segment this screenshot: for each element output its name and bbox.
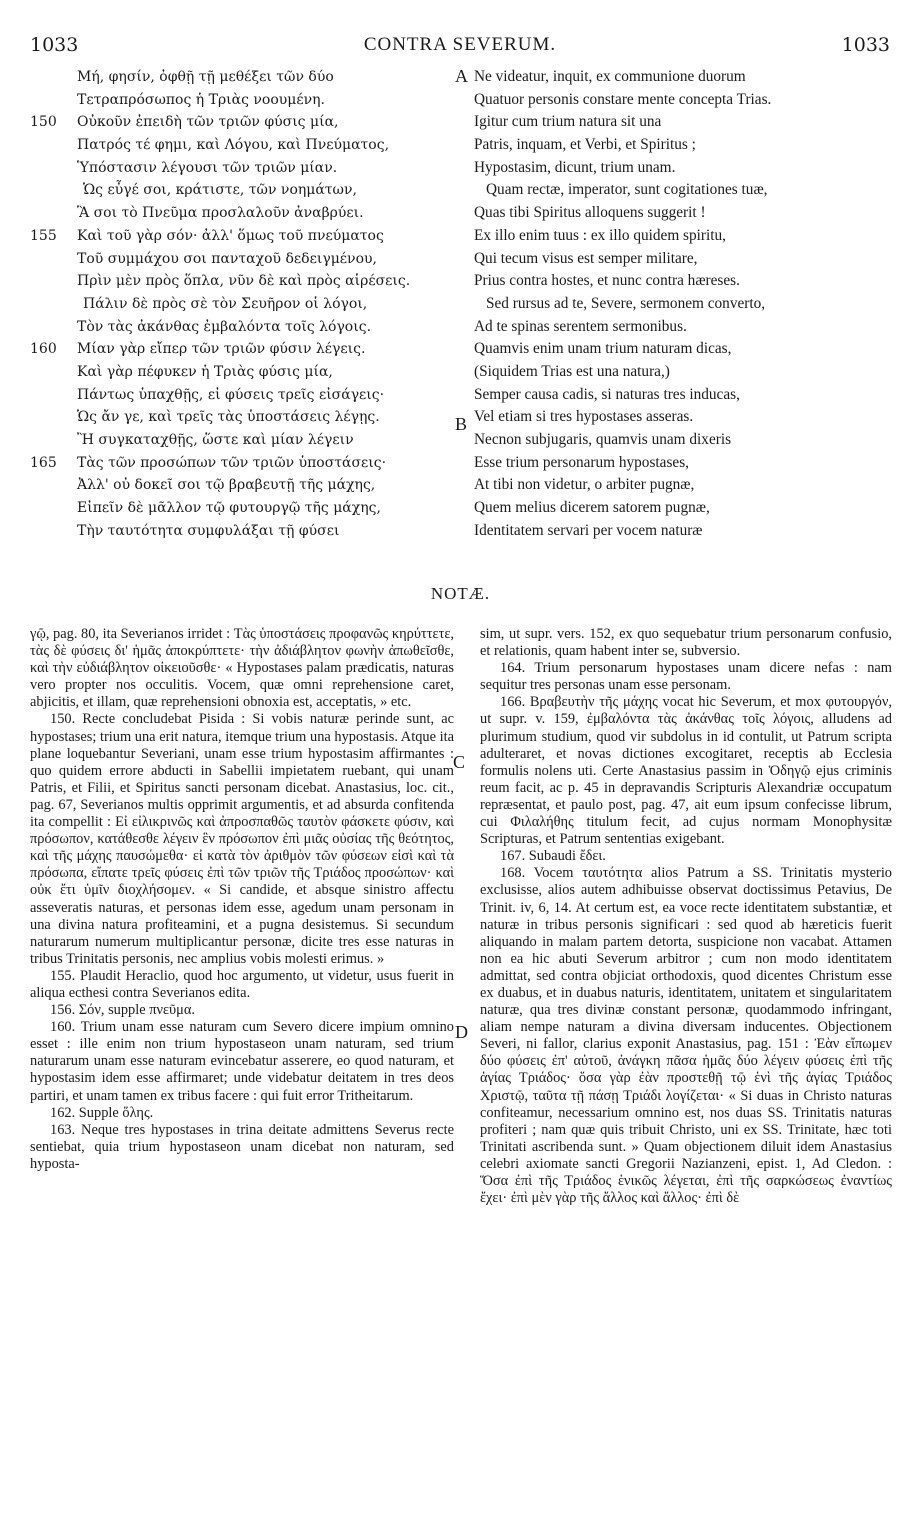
latin-verse-line xyxy=(474,293,894,316)
margin-marker-a: A xyxy=(455,66,468,86)
greek-verse-line xyxy=(30,134,450,157)
latin-verse-line xyxy=(474,452,894,475)
greek-verse-line xyxy=(30,406,450,429)
greek-verse-text: Ὡς ἄν γε, καὶ τρεῖς τὰς ὑποστάσεις λέγῃς. xyxy=(77,409,380,426)
greek-verse-line xyxy=(30,316,450,339)
latin-verse-text: Prius contra hostes, et nunc contra hæreses. xyxy=(474,272,740,290)
latin-verse-text: Semper causa cadis, si naturas tres inducas, xyxy=(474,385,740,403)
latin-verse-line xyxy=(474,361,894,384)
latin-verse-line xyxy=(474,474,894,497)
latin-verse-line xyxy=(474,89,894,112)
page-number-left: 1033 xyxy=(30,34,79,56)
latin-verse-line xyxy=(474,520,894,543)
greek-verse-line xyxy=(30,474,450,497)
note-text: Σόν, supple πνεῦμα. xyxy=(78,1002,196,1019)
margin-marker-b: B xyxy=(455,414,468,434)
latin-verse-text: (Siquidem Trias est una natura,) xyxy=(474,362,670,380)
margin-marker-d: D xyxy=(455,1022,468,1042)
greek-verse-text: Τετραπρόσωπος ἡ Τριὰς νοουμένη. xyxy=(77,91,325,108)
note-paragraph xyxy=(30,1122,454,1173)
latin-verse-text: Qui tecum visus est semper militare, xyxy=(474,249,698,267)
latin-verse-line xyxy=(474,316,894,339)
greek-verse-text: Πατρός τέ φημι, καὶ Λόγου, καὶ Πνεύματος, xyxy=(77,137,390,154)
latin-verse-line xyxy=(474,497,894,520)
latin-verse-text: Ad te spinas serentem sermonibus. xyxy=(474,317,687,335)
verse-number: 155 xyxy=(30,227,57,244)
greek-verse-text: Ὡς εὖγέ σοι, κράτιστε, τῶν νοημάτων, xyxy=(83,182,357,199)
latin-verse-text: Quem melius dicerem satorem pugnæ, xyxy=(474,499,710,517)
latin-verse-line xyxy=(474,270,894,293)
note-paragraph xyxy=(480,694,892,848)
greek-verse-line xyxy=(30,452,450,475)
note-paragraph xyxy=(30,1105,454,1122)
note-line-number: 164. xyxy=(500,660,526,677)
greek-verse-line xyxy=(30,157,450,180)
latin-verse-line xyxy=(474,384,894,407)
latin-verse-text: Necnon subjugaris, quamvis unam dixeris xyxy=(474,431,732,448)
note-line-number: 168. xyxy=(500,865,526,882)
notes-heading: NOTÆ. xyxy=(430,584,491,603)
note-paragraph xyxy=(480,626,892,660)
latin-verse-text: Quatuor personis constare mente concepta Trias. xyxy=(474,90,772,108)
note-paragraph xyxy=(30,711,454,967)
greek-verse-line xyxy=(30,384,450,407)
latin-verse-line xyxy=(474,406,894,429)
greek-verse-text: Τὰς τῶν προσώπων τῶν τριῶν ὑποστάσεις· xyxy=(77,454,387,471)
latin-verse-line xyxy=(474,134,894,157)
greek-verse-line xyxy=(30,248,450,271)
greek-verse-text: Πρὶν μὲν πρὸς ὅπλα, νῦν δὲ καὶ πρὸς αἱρέσεις. xyxy=(77,273,411,290)
greek-verse-line xyxy=(30,361,450,384)
latin-verse-text: Esse trium personarum hypostases, xyxy=(474,453,689,471)
latin-verse-text: Ne videatur, inquit, ex communione duorum xyxy=(474,68,746,85)
greek-verse-text: Τὴν ταυτότητα συμφυλάξαι τῇ φύσει xyxy=(77,522,340,539)
greek-verse-text: Καὶ γὰρ πέφυκεν ἡ Τριὰς φύσις μία, xyxy=(77,363,333,380)
latin-verse-line xyxy=(474,202,894,225)
notes-left-column xyxy=(30,626,454,1173)
greek-verse-line xyxy=(30,179,450,202)
latin-verse-text: Quas tibi Spiritus alloquens suggerit ! xyxy=(474,204,706,222)
greek-verse-line xyxy=(30,429,450,452)
greek-verse-text: Μή, φησίν, ὀφθῇ τῇ μεθέξει τῶν δύο xyxy=(77,69,334,85)
note-text: Trium unam esse naturam cum Severo dicere impium omnino esset : ille enim non trium hypostaseon unam naturam, sed trium naturarum unam esse naturam evincebatur asserere, eo quod naturam, et hypostasim idem esse affirmaret; unde videbatur deitatem in tres deos partiri, et unam tamen ex tribus facere : qui fuit error Tritheitarum. xyxy=(30,1019,454,1104)
greek-verse-text: Καὶ τοῦ γὰρ σόν· ἀλλ' ὅμως τοῦ πνεύματος xyxy=(77,227,384,244)
note-paragraph xyxy=(480,848,892,865)
greek-verse-column xyxy=(30,66,450,542)
note-line-number: 155. xyxy=(50,967,76,984)
note-line-number: 163. xyxy=(50,1121,76,1138)
greek-verse-line xyxy=(30,293,450,316)
latin-verse-line xyxy=(474,248,894,271)
note-paragraph xyxy=(30,626,454,711)
note-text: Vocem ταυτότητα alios Patrum a SS. Trinitatis mysterio exclusisse, alios autem adhibuisse observat doctissimus Petavius, De Trinit. iv, 6, 14. At certum est, ea voce recte identitatem substantiæ, et naturæ in tribus personis significari : sed quod ab hæreticis fuerit aliquando in malam partem detorta, suspicione non vacabat. Attamen non ea hic abuti Severum arbitror ; cum non modo identitatem admittat, sed contra objiciat orthodoxis, quod dicentes Christum esse ex duabus, et in duabus naturis, identitatem, unitatem et singularitatem naturæ, qua tres divinæ constant personæ, quodammodo infringant, aliam nempe naturam a divina diversam inducentes. Objectionem Severi, ni fallor, clarius exponit Anastasius, pag. 151 : Ἐὰν εἴπωμεν δύο φύσεις ἐπ' αὐτοῦ, ἀνάγκη πᾶσα ἡμᾶς δύο λέγειν φύσεις ἐπὶ τῆς ἁγίας Τριάδος· ὅσα γὰρ ἐὰν προστεθῇ τῷ ἑνὶ τῆς ἁγίας Τριάδος Χριστῷ, ταῦτα τῇ πάσῃ Τριάδι λογίζεται· « Si duas in Christo naturas confiteamur, necessarium omnino est, nos duas SS. Trinitatis naturas profiteri ; nam quæ quis tribuit Christo, uni ex SS. Trinitate, hæc toti Trinitati ascribenda sunt. » Quam objectionem diluit idem Anastasius celebri axiomate sancti Gregorii Nazianzeni, epist. 1, Ad Cledon. : Ὅσα ἐπὶ τῆς Τριάδος ἑνικῶς λέγεται, ἐπὶ τῆς σαρκώσεως ἐναντίως ἔχει· ἐπὶ μὲν γὰρ τῆς ἄλλος καὶ ἄλλος· ἐπὶ δὲ xyxy=(480,865,893,1207)
margin-marker-c: C xyxy=(453,752,466,772)
greek-verse-text: Ἀλλ' οὐ δοκεῖ σοι τῷ βραβευτῇ τῆς μάχης, xyxy=(77,477,376,494)
notes-right-column xyxy=(480,626,892,1207)
greek-verse-line xyxy=(30,202,450,225)
latin-verse-line xyxy=(474,338,894,361)
verse-number: 160 xyxy=(30,341,57,358)
note-text: Supple ὅλης. xyxy=(78,1104,154,1121)
note-text: Trium personarum hypostases unam dicere nefas : nam sequitur tres personas unam esse personam. xyxy=(480,660,892,694)
note-text: Βραβευτὴν τῆς μάχης vocat hic Severum, et mox φυτουργόν, ut supr. v. 159, ἐμβαλόντα τὰς ἀκάνθας τοῖς λόγοις, alludens ad plurimum studium, quod vir subdolus in id contulit, ut Patrum scripta adulteraret, et novas dictiones excogitaret, receptis ab Ecclesia formulis nolens uti. Certe Anastasius passim in Ὁδηγῷ ejus criminis reum facit, ac p. 45 in depravandis Scripturis Alexandriæ occupatum repræsentat, et paulo post, pag. 47, ait eum ipsum confecisse librum, cui Φιλαλήθης titulum fecit, ad cujus normam Monophysitæ Scripturas, et Patrum sententias exigebant. xyxy=(480,694,892,848)
latin-verse-text: Igitur cum trium natura sit una xyxy=(474,113,662,131)
note-paragraph xyxy=(480,660,892,694)
verse-number: 150 xyxy=(30,114,57,131)
note-line-number: 150. xyxy=(50,711,76,728)
greek-verse-line xyxy=(30,497,450,520)
greek-verse-text: Εἰπεῖν δὲ μᾶλλον τῷ φυτουργῷ τῆς μάχης, xyxy=(77,500,381,517)
latin-verse-line xyxy=(474,429,894,452)
note-line-number: 160. xyxy=(50,1019,76,1036)
note-paragraph xyxy=(30,968,454,1002)
verse-number: 165 xyxy=(30,454,57,471)
greek-verse-text: Ὑπόστασιν λέγουσι τῶν τριῶν μίαν. xyxy=(77,159,338,176)
greek-verse-line xyxy=(30,338,450,361)
latin-verse-line xyxy=(474,179,894,202)
latin-verse-column xyxy=(474,66,894,542)
latin-verse-line xyxy=(474,111,894,134)
latin-verse-text: Sed rursus ad te, Severe, sermonem converto, xyxy=(486,294,766,312)
latin-verse-line xyxy=(474,157,894,180)
note-text: sim, ut supr. vers. 152, ex quo sequebatur trium personarum confusio, et relationis, quam habent inter se, subversio. xyxy=(480,626,892,660)
greek-verse-line xyxy=(30,89,450,112)
greek-verse-line xyxy=(30,270,450,293)
note-line-number: 156. xyxy=(50,1002,76,1019)
latin-verse-text: Quamvis enim unam trium naturam dicas, xyxy=(474,340,732,358)
latin-verse-line xyxy=(474,66,894,89)
page-header xyxy=(30,34,890,58)
note-paragraph xyxy=(480,865,892,1207)
greek-verse-text: Οὐκοῦν ἐπειδὴ τῶν τριῶν φύσις μία, xyxy=(77,114,339,131)
greek-verse-text: Πάλιν δὲ πρὸς σὲ τὸν Σευῆρον οἱ λόγοι, xyxy=(83,295,368,312)
greek-verse-line xyxy=(30,520,450,543)
greek-verse-line xyxy=(30,111,450,134)
note-text: Neque tres hypostases in trina deitate admittens Severus recte sentiebat, quia trium hypostaseon unam dicebat non naturam, sed hyposta- xyxy=(30,1121,454,1172)
note-paragraph xyxy=(30,1002,454,1019)
greek-verse-text: Ἃ σοι τὸ Πνεῦμα προσλαλοῦν ἀναβρύει. xyxy=(77,205,364,222)
page-number-right: 1033 xyxy=(841,34,890,56)
greek-verse-line xyxy=(30,66,450,89)
greek-verse-text: Πάντως ὑπαχθῇς, εἰ φύσεις τρεῖς εἰσάγεις· xyxy=(77,386,385,403)
latin-verse-text: Patris, inquam, et Verbi, et Spiritus ; xyxy=(474,136,696,154)
latin-verse-text: Hypostasim, dicunt, trium unam. xyxy=(474,158,676,176)
greek-verse-text: Τὸν τὰς ἀκάνθας ἐμβαλόντα τοῖς λόγοις. xyxy=(77,318,372,335)
greek-verse-line xyxy=(30,225,450,248)
latin-verse-text: Identitatem servari per vocem naturæ xyxy=(474,521,703,539)
note-paragraph xyxy=(30,1019,454,1104)
greek-verse-text: Μίαν γὰρ εἴπερ τῶν τριῶν φύσιν λέγεις. xyxy=(77,341,366,358)
greek-verse-text: Τοῦ συμμάχου σοι πανταχοῦ δεδειγμένου, xyxy=(77,250,377,267)
latin-verse-text: Vel etiam si tres hypostases asseras. xyxy=(474,408,694,426)
note-text: Subaudi ἔδει. xyxy=(528,848,606,865)
note-text: Plaudit Heraclio, quod hoc argumento, ut videtur, usus fuerit in aliqua ecthesi contra Severianos edita. xyxy=(30,967,454,1001)
note-line-number: 162. xyxy=(50,1104,76,1121)
note-line-number: 166. xyxy=(500,694,526,711)
note-line-number: 167. xyxy=(500,848,526,865)
latin-verse-text: At tibi non videtur, o arbiter pugnæ, xyxy=(474,476,695,494)
note-text: γῷ, pag. 80, ita Severianos irridet : Τὰς ὑποστάσεις προφανῶς κηρύττετε, τὰς δὲ φύσεις δι' ἡμᾶς ἀποκρύπτετε· τὴν ἀδιάβλητον φωνὴν ἀπωθεῖσθε, καὶ τὴν εὐδιάβλητον οἰκειοῦσθε· « Hypostases palam prædicatis, naturas vero propter nos occulitis. Vocem, quæ omni reprehensione caret, abjicitis, et illam, quæ reprehensioni obnoxia est, acceptatis, » etc. xyxy=(30,626,454,711)
latin-verse-line xyxy=(474,225,894,248)
greek-verse-text: Ἢ συγκαταχθῇς, ὥστε καὶ μίαν λέγειν xyxy=(77,432,354,448)
latin-verse-text: Quam rectæ, imperator, sunt cogitationes tuæ, xyxy=(486,181,768,199)
running-title: CONTRA SEVERUM. xyxy=(363,34,557,55)
latin-verse-text: Ex illo enim tuus : ex illo quidem spiritu, xyxy=(474,226,726,244)
note-text: Recte concludebat Pisida : Si vobis naturæ perinde sunt, ac hypostases; trium una erit natura, itemque trium una hypostasis. Atque ita plane loquebantur Severiani, unam esse trium hypostasim affirmantes : quo quidem errore abducti in Sabellii impietatem ruebant, qui unam Patris, et Filii, et Spiritus sancti personam dicebat. Anastasius, loc. cit., pag. 67, Severianos multis opprimit argumentis, et ad absurda confitenda ita compellit : Εἰ εἰλικρινῶς καὶ ἀπροσπαθῶς ταυτὸν φάσκετε φύσιν, καὶ πρόσωπον, κατάθεσθε λέγειν ἓν πρόσωπον ἐπὶ μιᾶς οὐσίας τῆς θεότητος, καὶ τῆς μάχης παυσώμεθα· εἰ κατὰ τὸν ἀριθμὸν τῶν φύσεων εἰσὶ καὶ τὰ πρόσωπα, εἴπατε τρεῖς φύσεις ἐπὶ τῶν τριῶν τῆς Τριάδος προσώπων· καὶ οὐκ ἔτι ὑμῖν διοχλήσομεν. « Si candide, et absque sinistro affectu asseveratis naturas, et personas idem esse, agedum unam personam in una divina natura profiteamini, et a pugna desistemus. Si secundum naturarum numerum multiplicantur personæ, dicite tres esse naturas in tribus Trinitatis personis, nec amplius vobis molesti erimus. » xyxy=(30,711,454,967)
